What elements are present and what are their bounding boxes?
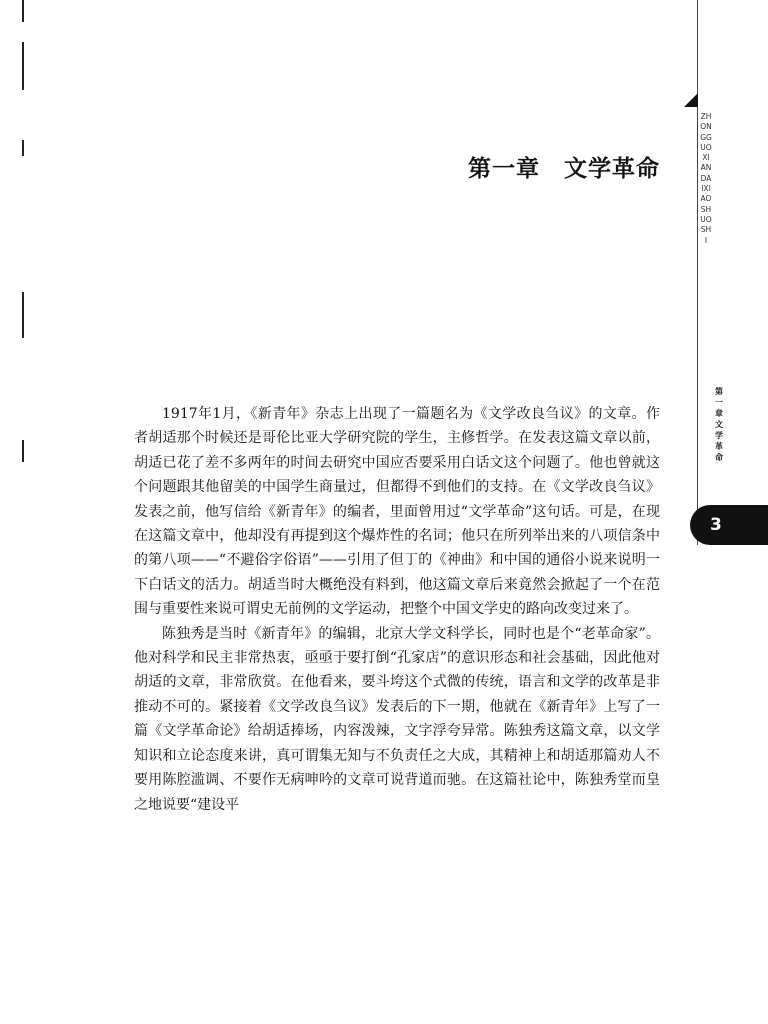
chapter-title [420, 150, 660, 183]
running-header-latin: ZHONGGUOXIANDAIXIAOSHUOSHI [700, 112, 712, 245]
scan-mark [22, 292, 24, 338]
margin-triangle [684, 93, 698, 107]
scan-mark [22, 42, 24, 90]
paragraph: 陈独秀是当时《新青年》的编辑，北京大学文科学长，同时也是个“老革命家”。他对科学和民主非常热衷，亟亟于要打倒“孔家店”的意识形态和社会基础，因此他对胡适的文章，非常欣赏。在他看来，要斗垮这个式微的传统，语言和文学的改革是非推动不可的。紧接着《文学改良刍议》发表后的下一期，他就在《新青年》上写了一篇《文学革命论》给胡适捧场，内容泼辣，文字浮夸异常。陈独秀这篇文章，以文学知识和立论态度来讲，真可谓集无知与不负责任之大成，其精神上和胡适那篇劝人不要用陈腔滥调、不要作无病呻吟的文章可说背道而驰。在这篇社论中，陈独秀堂而皇之地说要“建设平 [134, 625, 660, 813]
chapter-number: 第一章 [468, 156, 540, 182]
running-header-chapter: 第一章 文学革命 [715, 387, 723, 462]
scan-mark [22, 140, 24, 156]
body-text [134, 402, 660, 817]
scan-mark [22, 0, 24, 22]
paragraph: 1917年1月，《新青年》杂志上出现了一篇题名为《文学改良刍议》的文章。作者胡适那个时候还是哥伦比亚大学研究院的学生，主修哲学。在发表这篇文章以前，胡适已花了差不多两年的时间去研究中国应否要采用白话文这个问题了。他也曾就这个问题跟其他留美的中国学生商量过，但都得不到他们的支持。在《文学改良刍议》发表之前，他写信给《新青年》的编者，里面曾用过“文学革命”这句话。可是，在现在这篇文章中，他却没有再提到这个爆炸性的名词；他只在所列举出来的八项信条中的第八项——“不避俗字俗语”——引用了但丁的《神曲》和中国的通俗小说来说明一下白话文的活力。胡适当时大概绝没有料到，他这篇文章后来竟然会掀起了一个在范围与重要性来说可谓史无前例的文学运动，把整个中国文学史的路向改变过来了。 [134, 406, 660, 618]
page-number-tab: 3 [690, 505, 768, 545]
chapter-name: 文学革命 [564, 156, 660, 182]
scan-mark [22, 440, 24, 462]
margin-rule [697, 0, 698, 545]
